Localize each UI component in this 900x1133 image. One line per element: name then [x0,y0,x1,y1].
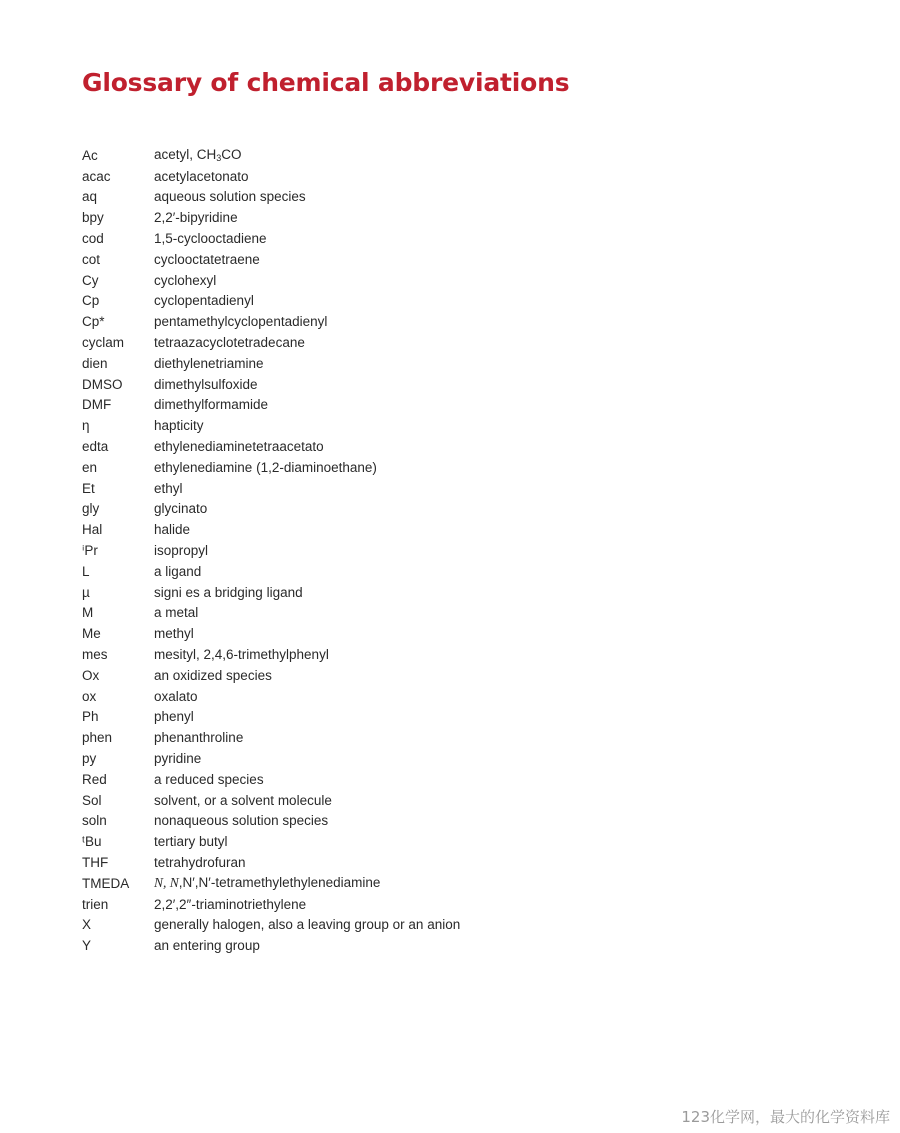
glossary-abbreviation: Me [82,626,101,642]
glossary-abbreviation: η [82,418,90,434]
glossary-row [82,665,460,686]
definition-text: tetraazacyclotetradecane [154,335,305,351]
glossary-abbreviation: DMF [82,397,112,413]
glossary-row [82,166,460,187]
glossary-row [82,727,460,748]
glossary-abbreviation: X [82,917,92,933]
glossary-row [82,332,460,353]
definition-text: acetylacetonato [154,168,249,184]
definition-text: ethylenediaminetetraacetato [154,439,324,455]
glossary-abbreviation: trien [82,896,109,912]
definition-text: diethylenetriamine [154,355,264,371]
glossary-definition [154,875,380,891]
glossary-abbreviation: TMEDA [82,875,130,891]
glossary-abbreviation: Sol [82,792,102,808]
definition-text: methyl [154,626,194,642]
glossary-definition [154,460,377,475]
glossary-row [82,686,460,707]
glossary-definition [154,772,264,787]
glossary-abbreviation: Cp* [82,314,105,330]
glossary-row [82,249,460,270]
glossary-definition [154,314,327,329]
glossary-abbreviation: Hal [82,522,103,538]
definition-text: signi es a bridging ligand [154,584,303,600]
definition-text: glycinato [154,501,208,517]
glossary-abbreviation: aq [82,189,98,205]
glossary-abbreviation: ox [82,688,97,704]
definition-text: phenyl [154,709,194,725]
glossary-definition [154,501,207,516]
definition-text: a reduced species [154,771,264,787]
definition-text: dimethylsulfoxide [154,376,258,392]
definition-text: generally halogen, also a leaving group or an anion [154,917,461,933]
glossary-list [82,145,460,956]
glossary-abbreviation: Red [82,771,107,787]
glossary-definition [154,585,303,600]
glossary-row [82,374,460,395]
glossary-abbreviation: ⁱPr [82,542,98,558]
glossary-row [82,603,460,624]
glossary-row [82,478,460,499]
glossary-definition [154,813,328,828]
glossary-definition [154,439,324,454]
glossary-definition [154,169,249,184]
definition-text: cyclooctatetraene [154,251,260,267]
glossary-row [82,561,460,582]
glossary-abbreviation: soln [82,813,107,829]
glossary-abbreviation: py [82,751,97,766]
definition-italic-lead: N, N [154,875,179,891]
glossary-row [82,644,460,665]
glossary-row [82,935,460,956]
glossary-definition [154,793,332,808]
definition-text: a ligand [154,563,202,579]
definition-text: isopropyl [154,543,209,559]
glossary-row [82,707,460,728]
glossary-abbreviation: Et [82,480,95,496]
definition-text: phenanthroline [154,730,244,746]
definition-text: aqueous solution species [154,189,306,205]
glossary-abbreviation: dien [82,355,108,371]
formula-subscript: 3 [216,153,222,164]
definition-text: a metal [154,605,199,621]
glossary-row [82,790,460,811]
glossary-row [82,540,460,561]
glossary-abbreviation: cod [82,231,104,247]
glossary-row [82,831,460,852]
glossary-row [82,769,460,790]
glossary-abbreviation: Cp [82,293,100,309]
glossary-definition [154,418,204,433]
definition-text: pyridine [154,751,202,766]
definition-text: 1,5-cyclooctadiene [154,231,267,247]
definition-text: solvent, or a solvent molecule [154,792,332,808]
glossary-row [82,519,460,540]
glossary-definition [154,897,306,912]
glossary-definition [154,689,198,704]
definition-text: pentamethylcyclopentadienyl [154,314,328,330]
glossary-row [82,415,460,436]
definition-text: cyclopentadienyl [154,293,254,309]
definition-text: 2,2′,2″-triaminotriethylene [154,896,307,912]
glossary-row [82,270,460,291]
glossary-abbreviation: Ac [82,147,98,163]
glossary-abbreviation: edta [82,439,109,455]
glossary-row [82,228,460,249]
glossary-definition [154,564,201,579]
glossary-abbreviation: THF [82,854,109,870]
glossary-definition [154,855,246,870]
glossary-abbreviation: phen [82,730,113,746]
glossary-row [82,914,460,935]
definition-text: nonaqueous solution species [154,813,329,829]
glossary-abbreviation: DMSO [82,376,123,392]
glossary-definition [154,377,258,392]
glossary-definition [154,231,267,246]
glossary-abbreviation: en [82,459,98,475]
glossary-abbreviation: Ph [82,709,99,725]
glossary-definition [154,917,460,932]
definition-text: oxalato [154,688,198,704]
glossary-abbreviation: Y [82,938,92,954]
glossary-definition [154,626,194,641]
glossary-definition [154,273,216,288]
glossary-row [82,748,460,769]
glossary-row [82,436,460,457]
glossary-row [82,457,460,478]
definition-text: tetrahydrofuran [154,854,246,870]
glossary-definition [154,751,201,766]
definition-text: 2,2′-bipyridine [154,210,238,226]
glossary-definition [154,730,243,745]
definition-text: ethyl [154,480,183,496]
glossary-row [82,811,460,832]
glossary-definition [154,522,190,537]
glossary-abbreviation: cot [82,251,101,267]
glossary-row [82,395,460,416]
glossary-definition [154,834,228,849]
glossary-row [82,353,460,374]
glossary-row [82,207,460,228]
definition-text: an entering group [154,938,260,954]
glossary-abbreviation: M [82,605,94,621]
glossary-row [82,894,460,915]
glossary-row [82,187,460,208]
glossary-row [82,852,460,873]
glossary-row [82,623,460,644]
glossary-abbreviation: bpy [82,210,104,226]
glossary-abbreviation: Ox [82,667,100,683]
glossary-definition [154,189,306,204]
glossary-abbreviation: L [82,563,90,579]
glossary-definition [154,938,260,953]
definition-tail: CO [221,147,242,163]
glossary-definition [154,647,329,662]
glossary-definition [154,147,242,163]
glossary-abbreviation: cyclam [82,335,125,351]
glossary-row [82,311,460,332]
glossary-abbreviation: ᵗBu [82,834,102,850]
glossary-row [82,873,460,894]
glossary-row [82,145,460,166]
glossary-definition [154,252,260,267]
definition-text: ethylenediamine (1,2-diaminoethane) [154,459,377,475]
glossary-definition [154,356,264,371]
glossary-abbreviation: mes [82,647,108,663]
definition-text: mesityl, 2,4,6-trimethylphenyl [154,647,329,663]
definition-text: halide [154,522,191,538]
glossary-definition [154,543,208,558]
glossary-definition [154,210,238,225]
definition-text: ,N′,N′-tetramethylethylenediamine [178,875,381,891]
definition-text: tertiary butyl [154,834,228,850]
glossary-abbreviation: gly [82,501,100,517]
definition-text: cyclohexyl [154,272,217,288]
glossary-definition [154,481,183,496]
glossary-definition [154,668,272,683]
definition-text: dimethylformamide [154,397,269,413]
glossary-definition [154,605,198,620]
glossary-row [82,291,460,312]
glossary-row [82,582,460,603]
glossary-row [82,499,460,520]
definition-text: acetyl, CH [154,147,217,163]
page-title: Glossary of chemical abbreviations [82,68,570,97]
glossary-definition [154,335,305,350]
glossary-abbreviation: acac [82,168,111,184]
definition-text: hapticity [154,418,204,434]
glossary-definition [154,293,254,308]
watermark: 123化学网，最大的化学资料库 [681,1108,890,1126]
glossary-definition [154,709,194,724]
definition-text: an oxidized species [154,667,272,683]
glossary-abbreviation: Cy [82,272,99,288]
glossary-abbreviation: µ [82,584,90,600]
glossary-definition [154,397,268,412]
